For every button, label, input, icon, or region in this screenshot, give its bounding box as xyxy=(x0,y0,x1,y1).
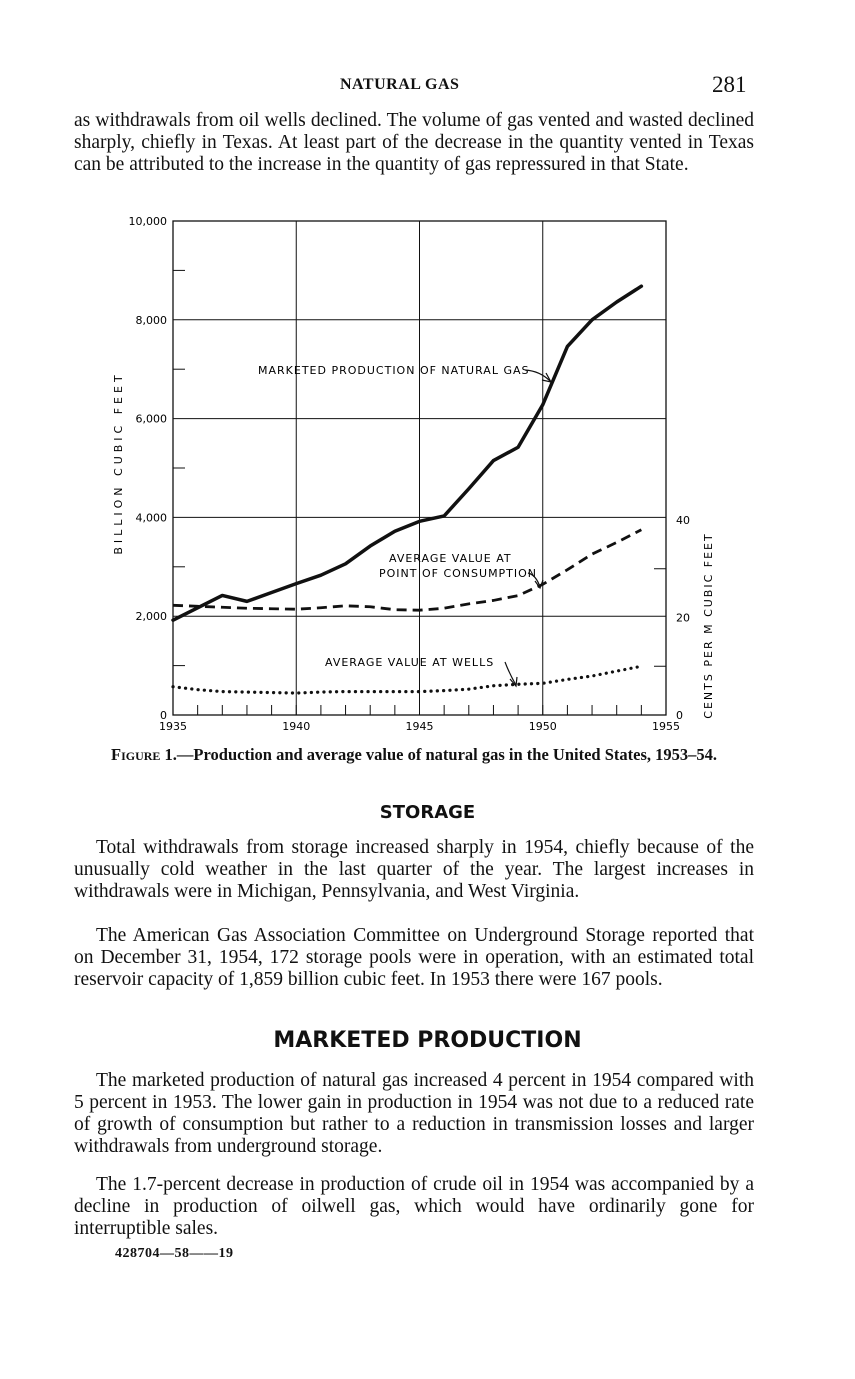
left-tick-label: 0 xyxy=(160,709,167,722)
running-head xyxy=(0,72,855,100)
right-tick-label: 40 xyxy=(676,514,690,527)
x-tick-label: 1935 xyxy=(159,720,187,733)
annotation-wells: AVERAGE VALUE AT WELLS xyxy=(325,656,495,669)
x-tick-label: 1940 xyxy=(282,720,311,733)
section-heading-storage: STORAGE xyxy=(379,802,476,823)
section-heading-marketed-production: MARKETED PRODUCTION xyxy=(273,1028,582,1053)
footer-print-code: 428704—58——19 xyxy=(115,1246,234,1261)
paragraph-storage-2: The American Gas Association Committee on Underground Storage reported that on December 31, 1954, 172 storage pools were in operation, with an estimated total reservoir capacity of 1,859 billion cubic feet. In 1953 there were 167 pools. xyxy=(74,925,754,990)
chart-grid xyxy=(173,221,666,715)
left-tick-label: 10,000 xyxy=(128,215,167,228)
chart-series xyxy=(173,286,641,693)
running-title: NATURAL GAS xyxy=(340,76,460,93)
annotation-marketed: MARKETED PRODUCTION OF NATURAL GAS xyxy=(258,364,530,377)
left-tick-label: 8,000 xyxy=(135,313,167,327)
annotation-consumption-line2: POINT OF CONSUMPTION xyxy=(379,567,538,580)
paragraph-marketed-2: The 1.7-percent decrease in production of crude oil in 1954 was accompanied by a decline in production of oilwell gas, which would have ordinarily gone for interruptible sales. xyxy=(74,1174,754,1239)
annotation-consumption-line1: AVERAGE VALUE AT xyxy=(389,552,512,565)
paragraph-marketed-1: The marketed production of natural gas increased 4 percent in 1954 compared with 5 percent in 1953. The lower gain in production in 1954 was not due to a reduced rate of growth of consumption but rather to a reduction in transmission losses and larger withdrawals from underground storage. xyxy=(74,1070,754,1157)
chart-annotations xyxy=(258,364,551,686)
series-line-value-at-wells xyxy=(173,666,641,693)
paragraph-intro: as withdrawals from oil wells declined. The volume of gas vented and wasted declined sharply, chiefly in Texas. At least part of the decrease in the quantity vented in Texas can be attributed to the increase in the quantity of gas repressured in that State. xyxy=(74,110,754,175)
left-tick-label: 6,000 xyxy=(135,412,167,426)
left-axis-label: BILLION CUBIC FEET xyxy=(112,371,125,555)
right-axis-label: CENTS PER M CUBIC FEET xyxy=(702,532,715,719)
left-tick-label: 4,000 xyxy=(135,511,167,525)
chart-svg xyxy=(100,205,740,745)
figure-caption-text: —Production and average value of natural gas in the United States, 1953–54. xyxy=(176,745,717,764)
page-number: 281 xyxy=(712,72,747,97)
annotation-wells-arrow xyxy=(505,662,516,685)
figure-chart xyxy=(100,205,740,745)
figure-caption xyxy=(74,745,754,764)
right-tick-label: 0 xyxy=(676,709,683,722)
left-tick-label: 2,000 xyxy=(135,610,167,624)
right-tick-label: 20 xyxy=(676,611,690,625)
x-tick-label: 1945 xyxy=(405,720,434,733)
figure-label: Figure 1. xyxy=(111,745,177,764)
paragraph-storage-1: Total withdrawals from storage increased sharply in 1954, chiefly because of the unusually cold weather in the last quarter of the year. The largest increases in withdrawals were in Michigan, Pennsylvania, and West Virginia. xyxy=(74,837,754,902)
x-tick-label: 1950 xyxy=(528,720,557,733)
x-tick-label: 1955 xyxy=(652,720,680,733)
